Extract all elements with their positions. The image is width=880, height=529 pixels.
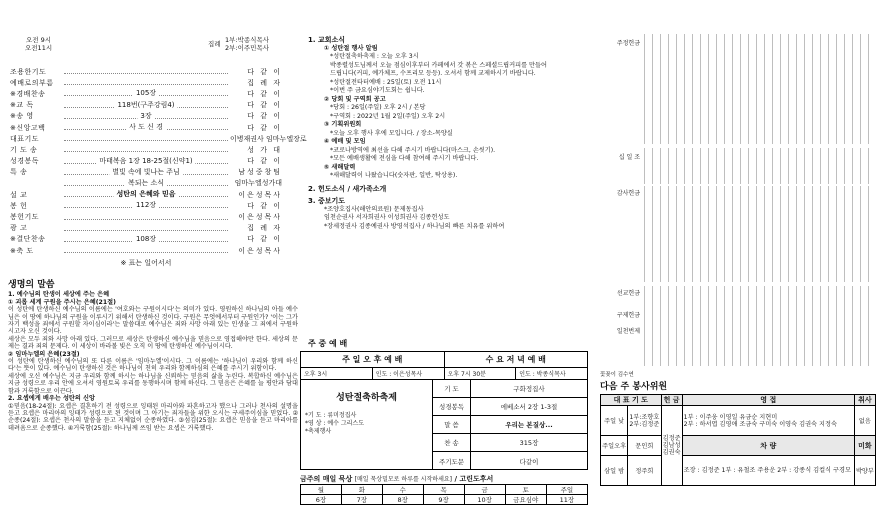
service-times [25, 36, 52, 52]
sunday-time: 오후 3시 [301, 368, 373, 379]
order-row [10, 189, 282, 200]
order-label: ※축 도 [10, 246, 34, 255]
news-item-title: ③ 기획위원회 [324, 121, 362, 128]
prayer-line: *조양호집사(해안의료원) 문제동집사 [324, 205, 424, 213]
order-leader: 다 같 이 [247, 67, 282, 76]
order-label: 설 교 [10, 190, 28, 199]
order-leader: 성 가 대 [247, 145, 282, 154]
order-content: 마태복음 1장 18-25절(신약1) [96, 156, 195, 166]
prayer-name: 문인희 [628, 436, 661, 456]
services-title: 주 중 예 배 [308, 339, 348, 348]
wed-key: 주기도문 [433, 452, 471, 470]
order-leader: 남성중창팀 [238, 168, 282, 177]
meditation-note: [매일 묵상밀모로 하루를 시작하세요] [354, 476, 453, 483]
order-content: 105장 [133, 88, 159, 98]
prayer-name: 정주희 [628, 456, 661, 486]
order-leader-line [64, 190, 228, 197]
meditation-line [300, 474, 588, 484]
officiant-label: 집례 [208, 40, 221, 48]
sermon-para: 이 성탄에 탄생하신 예수님의 또 다른 이름은 '임마누엘'이시다. 그 이름에는 '하나님이 우리와 함께 하신다'는 뜻이 있다. 예수님이 탄생하신 것은 하나님이 친히 우리와 함께하심의 은혜를 주시기 위함이다. [8, 358, 298, 373]
wed-leader: 인도 : 박종식목사 [519, 371, 566, 378]
cleaning-name: 박양부 [854, 456, 875, 486]
order-label: 예배로의부름 [10, 78, 54, 87]
order-row [10, 122, 282, 133]
cook-name: 없음 [854, 406, 875, 436]
sermon-section [8, 282, 298, 432]
news-heading: 1. 교회소식 [308, 36, 346, 44]
order-leader: 다 같 이 [247, 112, 282, 121]
order-content: 별빛 속에 빛나는 주님 [109, 167, 183, 177]
order-row [10, 144, 282, 155]
week-day: 수 [382, 485, 423, 495]
officiant-1: 1부:박종식목사 [225, 36, 269, 44]
sermon-sub-1: ① 괴롭 세계 구원을 주시는 은혜(21절) [8, 298, 116, 306]
order-leader-line [64, 145, 228, 152]
offering-category: 일천번제 [616, 328, 640, 335]
order-leader-line [64, 213, 228, 220]
order-label: 광 고 [10, 224, 28, 233]
flowers-note: 꽃꽂이 김수연 [600, 372, 634, 378]
offering-names-strip [644, 34, 876, 144]
order-content: 108장 [133, 234, 159, 244]
order-label: ※신앙고백 [10, 123, 46, 132]
officiant-2: 2부:이주민목사 [225, 44, 269, 52]
order-label: 조용한기도 [10, 67, 47, 76]
row-label: 주일 낮 [601, 406, 628, 436]
order-content: 성탄의 은혜와 믿음 [114, 189, 179, 199]
news-item-title: ① 성탄절 행사 알림 [324, 44, 378, 52]
news-item-title: ④ 예배 및 모임 [324, 138, 366, 145]
order-label: 기 도 송 [10, 145, 38, 154]
wednesday-row [433, 434, 587, 452]
meditation-week-table [300, 484, 588, 505]
week-chapter: 9장 [423, 495, 464, 505]
order-row [10, 211, 282, 222]
order-label: ※송 영 [10, 112, 34, 121]
col-prayer: 대 표 기 도 [601, 395, 662, 406]
order-leader-line [64, 179, 228, 186]
col-offering: 헌 금 [661, 395, 682, 406]
week-day: 화 [341, 485, 382, 495]
news-line: *이번 주 금요심야기도회는 쉽니다. [330, 87, 425, 94]
wednesday-row [433, 416, 587, 434]
order-leader-line [64, 101, 228, 108]
car-names: 조장 : 김정준 1부 : 유철조 주용운 2부 : 강종식 김컬식 구경모 [682, 456, 854, 486]
sermon-para: 세상은 모두 죄와 사망 아래 있다. 그러므로 세상은 탄생하신 예수님을 믿음으로 영접해야만 한다. 세상의 문제는 결과 죄의 문제다. 이 세상이 바라볼 빛은 오직 이 땅에 탄생하신 예수님이시다. [8, 335, 298, 351]
order-leader-line [64, 78, 228, 85]
offering-category: 구제헌금 [616, 312, 640, 319]
offering-name: 김권숙 [662, 449, 681, 456]
sunday-line: *축제행사 [305, 428, 332, 435]
offering-names-strip [644, 286, 876, 366]
order-label: 특 송 [10, 168, 28, 177]
order-leader: 이은성목사 [238, 213, 282, 222]
order-row [10, 223, 282, 234]
welcome-names: 2부 : 하서엽 김영애 조금숙 구미숙 이영숙 김권숙 지정숙 [683, 420, 837, 428]
meditation-title: 금주의 매일 묵상 [300, 475, 353, 483]
col-welcome: 영 접 [682, 395, 854, 406]
week-day: 주일 [546, 485, 587, 495]
sunday-program [301, 380, 433, 469]
order-content: 3장 [137, 111, 154, 121]
offering-list [596, 30, 880, 370]
row-label: 주일오후 [601, 436, 628, 456]
prayer-name: 2부:김정준 [629, 420, 660, 428]
wed-value: 우리는 본질상... [505, 421, 553, 429]
offering-names-strip [644, 186, 876, 282]
wednesday-row [433, 452, 587, 470]
week-chapter: 금요심야 [505, 495, 546, 505]
order-leader-line [64, 224, 228, 231]
wed-key: 찬 송 [433, 434, 471, 451]
week-chapter: 6장 [301, 495, 342, 505]
wed-key: 성경봉독 [433, 398, 471, 415]
offering-name: 김남성 [662, 442, 681, 449]
wed-key: 말 씀 [433, 416, 471, 433]
order-row [10, 77, 282, 88]
order-row [10, 88, 282, 99]
sermon-point-1: 1. 예수님의 탄생이 세상에 주는 은혜 [8, 291, 110, 299]
news-line: *새해달력이 나왔습니다(숫자판, 일반, 탁상용). [330, 172, 458, 179]
order-leader: 다 같 이 [247, 123, 282, 132]
week-chapter: 11장 [546, 495, 587, 505]
order-leader-line [64, 112, 228, 119]
sermon-para: 세상에 오신 예수님은 지금 우리와 함께 하시는 하나님을 신뢰하는 믿음의 삶을 누린다. 복합하신 예수님은 지금 성령으로 우리 안에 오셔서 영원토록 우리를 동행하시며 함께 하신다. 그 믿음은 은혜를 늘 평안과 담대함과 거룩함으로 이끈다. [8, 372, 298, 395]
sermon-para: 이 성탄에 탄생하신 예수님의 이름에는 '여호와는 구원이시다'는 의미가 있다. 영원하신 하나님의 아들 예수님은 이 땅에 하나님의 구원을 이루시기 위해서 탄생하신 것이다. 구원은 무엇에서부터 구원인가? '이는 그가 자기 백성을 죄에서 구원할 자이심이라'는 말씀대로 예수님은 죄와 사망 아래 있는 인생을 그 죄에서 구원하시고자 오신 것이다. [8, 306, 298, 336]
news-line: *모든 예배생활에 전심을 다해 참여해 주시기 바랍니다. [330, 155, 479, 162]
wed-value: 다같이 [519, 457, 539, 466]
order-leader: 다 같 이 [247, 201, 282, 210]
wednesday-row [433, 380, 587, 398]
volunteers-table [600, 394, 876, 486]
order-row [10, 133, 307, 144]
news-line: *당회 : 26일(주일) 오후 2시 / 본당 [330, 104, 426, 111]
order-leader-line [64, 235, 228, 242]
order-leader: 이병재권사 임마누엘장로 [230, 134, 307, 143]
order-leader: 다 같 이 [247, 235, 282, 244]
order-of-worship [10, 66, 307, 268]
order-leader-line [64, 157, 228, 164]
volunteers-title: 다음 주 봉사위원 [600, 382, 668, 392]
news-line: 드립니다(커피, 예가체프, 수프리모 등등). 오셔서 함께 교제하시기 바랍니다. [330, 70, 536, 77]
car-header: 차 량 [682, 436, 854, 456]
wed-value: 구화정집사 [513, 385, 545, 393]
order-leader-line [64, 67, 228, 74]
order-leader-line [64, 89, 228, 96]
officiants [225, 36, 269, 52]
prayer-line: *장세정권사 김종예권사 방영석집사 / 하나님의 빠른 치유를 위하여 [324, 222, 505, 230]
news-item-title: ⑤ 새해달력 [324, 163, 356, 171]
offering-category: 감사헌금 [616, 190, 640, 197]
order-label: 대표기도 [10, 134, 40, 143]
sermon-point-2: 2. 요셉에게 배우는 성탄의 신앙 [8, 395, 95, 403]
meditation-ref: / 고린도후서 [454, 475, 494, 483]
week-chapter: 10장 [464, 495, 505, 505]
news-line: *성탄절전타터예배 : 25일(토) 오전 11시 [330, 78, 442, 86]
cleaning-header: 미화 [854, 436, 875, 456]
wed-time: 오후 7시 30분 [445, 368, 517, 379]
order-leader: 이은성목사 [238, 190, 282, 199]
order-label: 봉 헌 [10, 201, 28, 210]
week-day: 금 [464, 485, 505, 495]
week-day: 목 [423, 485, 464, 495]
order-leader-line [64, 134, 228, 141]
wed-value: 에베소서 2장 1-3절 [500, 403, 558, 411]
news-line: *성탄절축하축제 : 오늘 오후 3시 [330, 53, 419, 60]
worship-order-column [0, 0, 307, 529]
order-label: ※교 독 [10, 101, 34, 110]
order-leader: 다 같 이 [247, 101, 282, 110]
sermon-title: 생명의 말씀 [8, 280, 55, 290]
news-line: *오늘 오후 행사 후에 모입니다. / 장소-목양실 [330, 129, 453, 137]
order-leader: 집 례 자 [247, 78, 282, 87]
order-content: 112장 [133, 200, 159, 210]
news-heading: 2. 헌도소식 / 새가족소개 [308, 184, 387, 193]
time-2: 오전11시 [25, 44, 53, 52]
order-row [10, 178, 282, 189]
order-leader: 이은성목사 [238, 246, 282, 255]
order-leader-line [64, 123, 228, 130]
news-item-title: ② 당회 및 구역회 공고 [324, 95, 386, 103]
order-content: 118번(구주강림4) [114, 100, 177, 110]
order-label: 성경봉독 [10, 157, 40, 166]
week-day: 월 [301, 485, 342, 495]
order-content: 사 도 신 경 [126, 122, 166, 132]
news-line: *구역회 : 2022년 1월 2일(주일) 오후 2시 [330, 112, 446, 120]
sermon-sub-2: ② 임마누엘의 은혜(23절) [8, 350, 80, 358]
news-line: *코로나방역에 최선을 다해 주시기 바랍니다(마스크, 손씻기). [330, 146, 496, 154]
offering-category: 선교헌금 [616, 290, 640, 297]
announcements [308, 36, 588, 231]
wednesday-header: 수 요 저 녁 예 배 [485, 355, 546, 364]
order-leader-line [64, 246, 228, 253]
order-content: 복되는 소식 [125, 178, 167, 188]
weekday-services [300, 338, 588, 505]
news-heading: 3. 중보기도 [308, 197, 346, 205]
order-row [10, 66, 282, 77]
wednesday-program [433, 380, 587, 469]
order-row [10, 200, 282, 211]
week-chapter: 8장 [382, 495, 423, 505]
order-leader: 다 같 이 [247, 157, 282, 166]
week-day: 토 [505, 485, 546, 495]
order-leader-line [64, 201, 228, 208]
sunday-line: *기 도 : 류미정집사 [305, 412, 357, 419]
sunday-program-title: 성탄절축하축제 [336, 393, 397, 403]
prayer-name: 1부:조향호 [629, 413, 660, 421]
order-label: ※경배찬송 [10, 89, 46, 98]
sunday-leader: 인도 : 이은성목사 [373, 368, 445, 379]
order-row [10, 245, 282, 256]
row-label: 삼일 밤 [601, 456, 628, 486]
order-row [10, 111, 282, 122]
offering-names-strip [644, 148, 876, 184]
time-1: 오전 9시 [26, 36, 52, 44]
order-row [10, 100, 282, 111]
order-leader: 집 례 자 [247, 224, 282, 233]
services-table [300, 351, 588, 470]
welcome-names: 1부 : 이주웅 이영일 유금순 지현미 [683, 413, 778, 421]
sunday-line: *영 상 : 예수 그리스도 [305, 420, 365, 427]
order-row [10, 234, 282, 245]
week-chapter: 7장 [341, 495, 382, 505]
col-cooking: 취사 [854, 395, 875, 406]
offering-category: 주정헌금 [616, 40, 640, 47]
order-leader: 임마누엘성가대 [234, 179, 282, 188]
prayer-line: 임천순권사 서자희권사 이성희권사 김종헌성도 [324, 214, 450, 221]
order-label: ※결단찬송 [10, 235, 46, 244]
offering-category: 십 일 조 [618, 154, 640, 161]
offering-name: 김정준 [662, 435, 681, 442]
sermon-para: ①믿음(18-24절): 요셉은 결혼하기 전 성령으로 잉태된 마리아와 파혼하고자 했으나 그러나 천사의 설명을 듣고 요셉은 마리아의 잉태가 성령으로 된 것이며 그 아기는 죄자들을 위한 오시는 구세주이심을 믿었다. ②순종(24절): 요셉은 천사의 말씀을 듣고 지체없이 순종하였다. ③섬김(25절): 요셉은 믿음을 듣고 마리아를 데려옴으로 순종했다. ④거룩함(25절): 하나님께 쓰임 받는 요셉은 거룩했다. [8, 402, 298, 432]
standing-note: ※ 표는 일어서서 [120, 259, 172, 268]
order-leader: 다 같 이 [247, 89, 282, 98]
wednesday-row [433, 398, 587, 416]
sunday-pm-header: 주 일 오 후 예 배 [301, 352, 445, 367]
wed-value: 315장 [519, 439, 539, 447]
order-leader-line [64, 168, 228, 175]
wed-key: 기 도 [433, 380, 471, 397]
order-row [10, 167, 282, 178]
order-row [10, 156, 282, 167]
next-week-volunteers [600, 372, 878, 486]
order-label: 봉헌기도 [10, 213, 40, 222]
news-line: 박종렬성도님께서 오늘 점심이후부터 카페에서 갓 볶은 스페셜드립커피를 만들어 [330, 61, 547, 69]
